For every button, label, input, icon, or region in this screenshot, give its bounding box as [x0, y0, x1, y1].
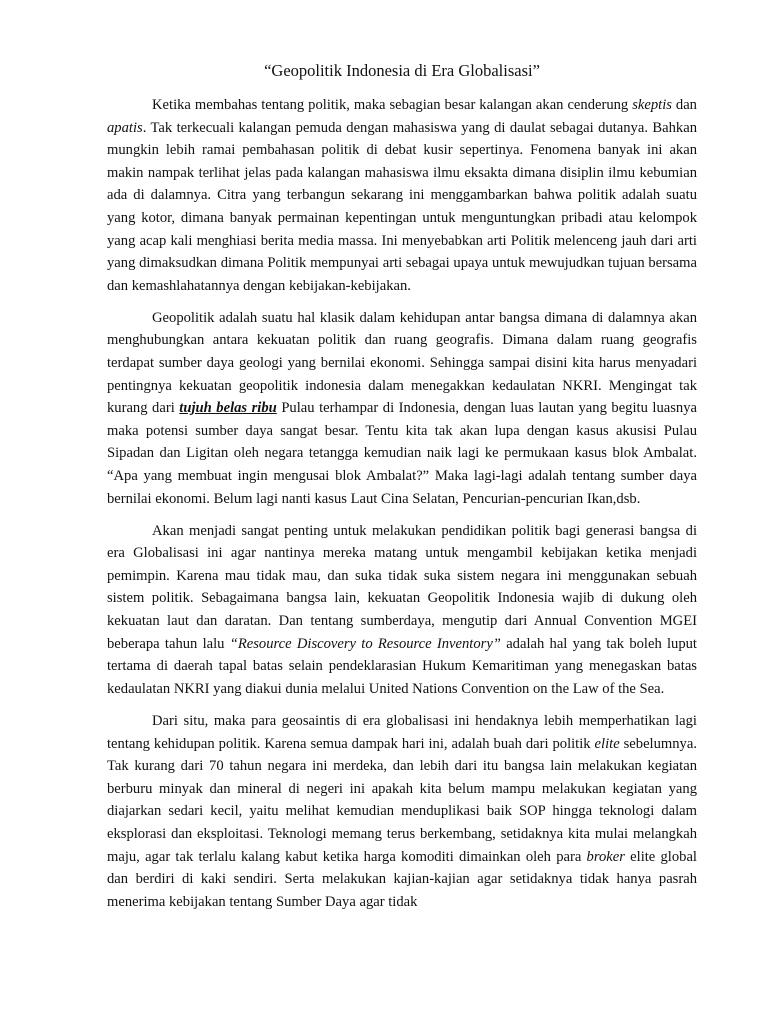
paragraph-text: Akan menjadi sangat penting untuk melakukan pendidikan politik bagi generasi bangsa di era Globalisasi ini agar nantinya mereka matang untuk mengambil kebijakan ketika menjadi pemimpin. Karena mau tidak mau, dan suka tidak suka sistem negara ini menggunakan sebuah sistem politik. Sebagaimana bangsa lain, kekuatan Geopolitik Indonesia wajib di dukung oleh kekuatan laut dan daratan. Dan tentang sumberdaya, mengutip dari Annual Convention MGEI beberapa tahun lalu — [107, 522, 697, 652]
italic-term: elite — [594, 735, 620, 752]
paragraph-2 — [107, 307, 697, 510]
italic-term: broker — [586, 848, 625, 865]
document-page — [107, 58, 697, 923]
paragraph-text: Ketika membahas tentang politik, maka sebagian besar kalangan akan cenderung — [152, 97, 633, 113]
paragraph-text: adalah hal yang tak boleh luput tertama di daerah tapal batas selain pendeklarasian Hukum Kemaritiman yang menegaskan batas kedaulatan NKRI yang diakui dunia melalui United Nations Convention on the Law of the Sea. — [107, 635, 697, 697]
italic-term: “Resource Discovery to Resource Inventory” — [229, 635, 501, 652]
paragraph-text: Dari situ, maka para geosaintis di era globalisasi ini hendaknya lebih memperhatikan lagi tentang kehidupan politik. Karena semua dampak hari ini, adalah buah dari politik — [107, 712, 697, 752]
paragraph-text: Geopolitik adalah suatu hal klasik dalam kehidupan antar bangsa dimana di dalamnya akan menghubungkan antara kekuatan politik dan ruang geografis. Dimana dalam ruang geografis terdapat sumber daya geologi yang bernilai ekonomi. Sehingga sampai disini kita harus menyadari pentingnya kekuatan geopolitik indonesia dalam menegakkan kedaulatan NKRI. Mengingat tak kurang dari — [107, 309, 697, 417]
paragraph-3 — [107, 520, 697, 701]
italic-term: apatis — [107, 119, 143, 136]
emphasized-term: tujuh belas ribu — [179, 400, 277, 417]
paragraph-text: . Tak terkecuali kalangan pemuda dengan mahasiswa yang di daulat sebagai dutanya. Bahkan mungkin lebih ramai pembahasan politik di debat kusir sepertinya. Fenomena banyak ini akan makin nampak terlihat jelas pada kalangan mahasiswa ilmu eksakta dimana disiplin ilmu kebumian ada di dalamnya. Citra yang terbangun sekarang ini menggambarkan bahwa politik adalah suatu yang kotor, dimana banyak permainan kepentingan untuk menguntungkan pribadi atau kelompok yang acap kali menghiasi berita media massa. Ini menyebabkan arti Politik melenceng jauh dari arti yang dimaksudkan dimana Politik mempunyai arti sebagai upaya untuk mewujudkan tujuan bersama dan kemashlahatannya dengan kebijakan-kebijakan. — [107, 119, 697, 294]
italic-term: skeptis — [632, 97, 672, 113]
document-title: “Geopolitik Indonesia di Era Globalisasi” — [264, 61, 540, 80]
document-body — [107, 94, 697, 913]
paragraph-text: elite global dan berdiri di kaki sendiri. Serta melakukan kajian-kajian agar setidaknya tidak hanya pasrah menerima kebijakan tentang Sumber Daya agar tidak — [107, 848, 697, 910]
paragraph-1 — [107, 94, 697, 297]
paragraph-text: dan — [671, 97, 697, 113]
paragraph-text: sebelumnya. Tak kurang dari 70 tahun negara ini merdeka, dan lebih dari itu bangsa lain melakukan kegiatan berburu minyak dan mineral di negeri ini apakah kita belum mampu melakukan kegiatan yang diajarkan sedari kecil, yaitu melihat kemudian menduplikasi baik SOP hingga teknologi dalam eksplorasi dan eksploitasi. Teknologi memang terus berkembang, setidaknya kita mulai melangkah maju, agar tak terlalu kalang kabut ketika harga komoditi dimainkan oleh para — [107, 735, 697, 865]
paragraph-4 — [107, 710, 697, 913]
paragraph-text: Pulau terhampar di Indonesia, dengan luas lautan yang begitu luasnya maka potensi sumber daya sangat besar. Tentu kita tak akan lupa dengan kasus akusisi Pulau Sipadan dan Ligitan oleh negara tetangga kemudian naik lagi ke permukaan kasus blok Ambalat. “Apa yang membuat ingin mengusai blok Ambalat?” Maka lagi-lagi adalah tentang sumber daya bernilai ekonomi. Belum lagi nanti kasus Laut Cina Selatan, Pencurian-pencurian Ikan,dsb. — [107, 400, 697, 507]
